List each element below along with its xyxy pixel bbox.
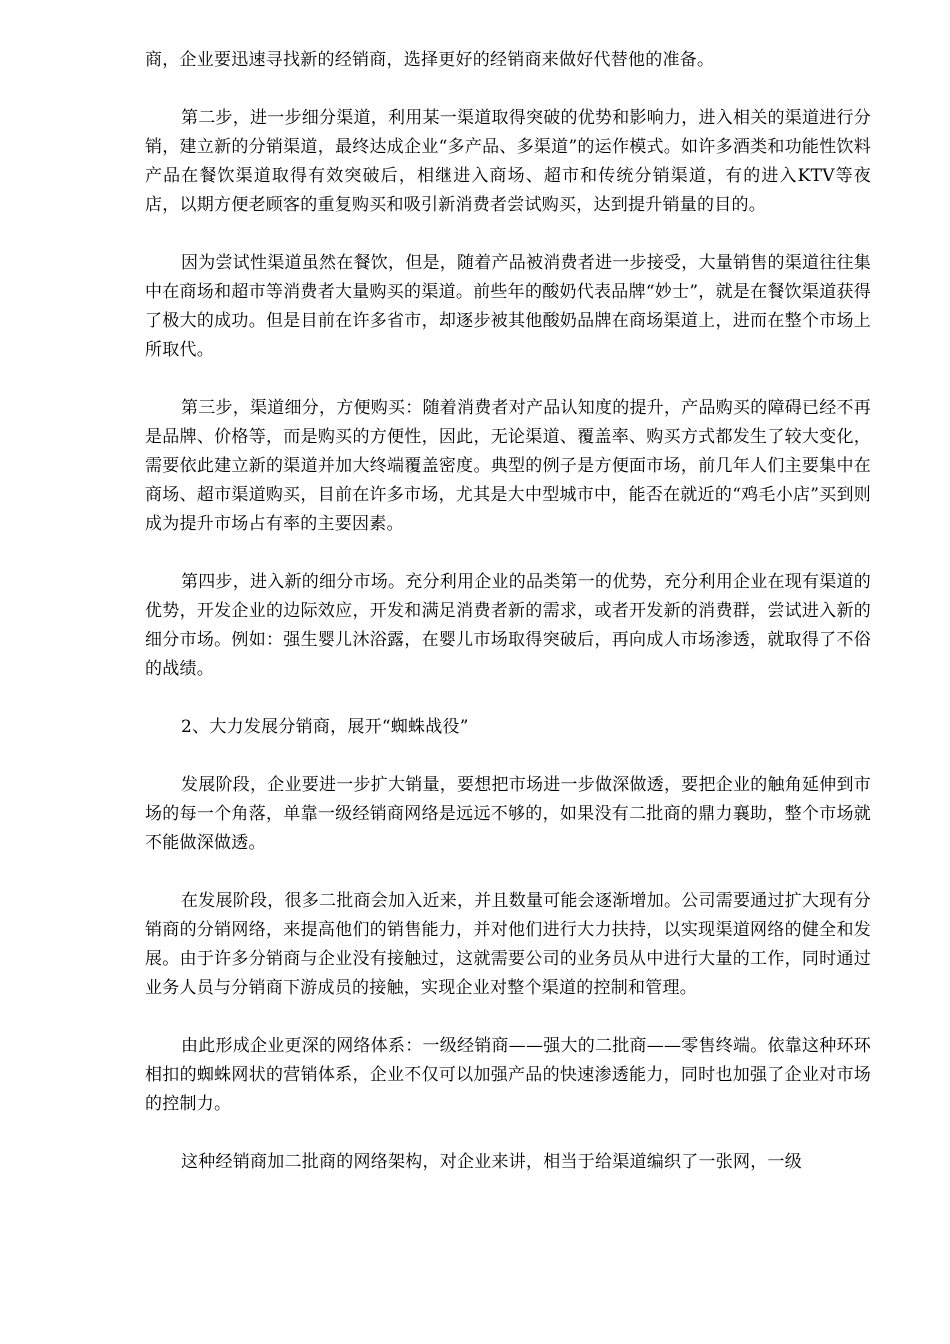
paragraph-step-four: 第四步，进入新的细分市场。充分利用企业的品类第一的优势，充分利用企业在现有渠道的优势，开发企业的边际效应，开发和满足消费者新的需求，或者开发新的消费群，尝试进入新的细分市场。例如：强生婴儿沐浴露，在婴儿市场取得突破后，再向成人市场渗透，就取得了不俗的战绩。	[145, 572, 871, 679]
paragraph-development-stage: 发展阶段，企业要进一步扩大销量，要想把市场进一步做深做透，要把企业的触角延伸到市场的每一个角落，单靠一级经销商网络是远远不够的，如果没有二批商的鼎力襄助，整个市场就不能做深做透。	[145, 775, 871, 853]
paragraph-step-three: 第三步，渠道细分，方便购买：随着消费者对产品认知度的提升，产品购买的障碍已经不再是品牌、价格等，而是购买的方便性，因此，无论渠道、覆盖率、购买方式都发生了较大变化，需要依此建立新的渠道并加大终端覆盖密度。典型的例子是方便面市场，前几年人们主要集中在商场、超市渠道购买，目前在许多市场，尤其是大中型城市中，能否在就近的“鸡毛小店”买到则成为提升市场占有率的主要因素。	[145, 398, 871, 534]
document-page	[145, 46, 871, 1177]
paragraph-second-tier-dealers: 在发展阶段，很多二批商会加入近来，并且数量可能会逐渐增加。公司需要通过扩大现有分销商的分销网络，来提高他们的销售能力，并对他们进行大力扶持，以实现渠道网络的健全和发展。由于许多分销商与企业没有接触过，这就需要公司的业务员从中进行大量的工作，同时通过业务人员与分销商下游成员的接触，实现企业对整个渠道的控制和管理。	[145, 891, 871, 998]
section-heading-spider-campaign: 2、大力发展分销商，展开“蜘蛛战役”	[181, 717, 469, 737]
paragraph-network-architecture: 这种经销商加二批商的网络架构，对企业来讲，相当于给渠道编织了一张网，一级	[181, 1152, 802, 1172]
paragraph-continuation: 商，企业要迅速寻找新的经销商，选择更好的经销商来做好代替他的准备。	[145, 50, 715, 70]
paragraph-step-two: 第二步，进一步细分渠道，利用某一渠道取得突破的优势和影响力，进入相关的渠道进行分销，建立新的分销渠道，最终达成企业“多产品、多渠道”的运作模式。如许多酒类和功能性饮料产品在餐饮渠道取得有效突破后，相继进入商场、超市和传统分销渠道，有的进入KTV等夜店，以期方便老顾客的重复购买和吸引新消费者尝试购买，达到提升销量的目的。	[145, 108, 871, 215]
paragraph-trial-channel: 因为尝试性渠道虽然在餐饮，但是，随着产品被消费者进一步接受，大量销售的渠道往往集中在商场和超市等消费者大量购买的渠道。前些年的酸奶代表品牌“妙士”，就是在餐饮渠道获得了极大的成功。但是目前在许多省市，却逐步被其他酸奶品牌在商场渠道上，进而在整个市场上所取代。	[145, 253, 871, 360]
paragraph-network-system: 由此形成企业更深的网络体系：一级经销商——强大的二批商——零售终端。依靠这种环环相扣的蜘蛛网状的营销体系，企业不仅可以加强产品的快速渗透能力，同时也加强了企业对市场的控制力。	[145, 1036, 871, 1114]
